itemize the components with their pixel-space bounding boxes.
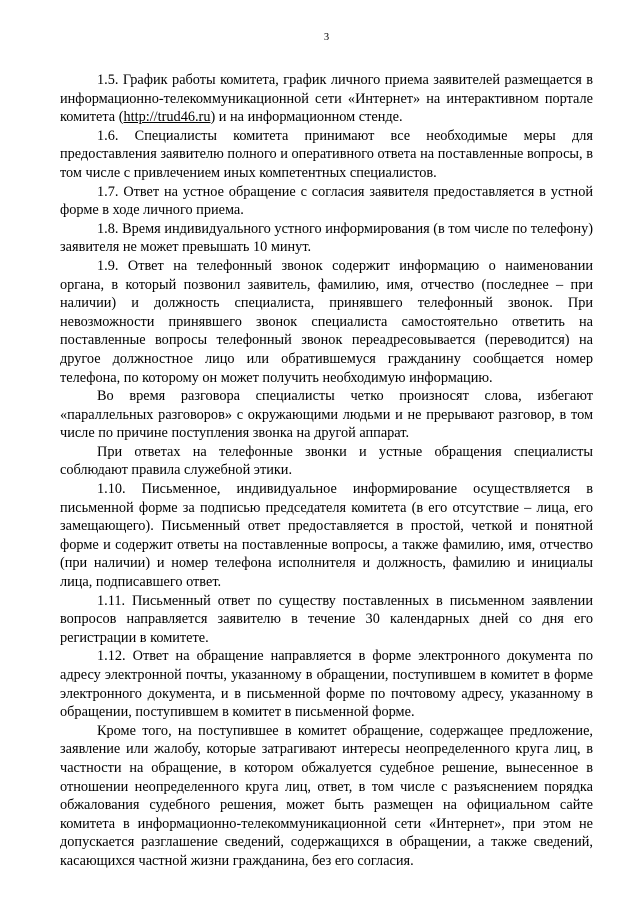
- paragraph-conversation-rules: Во время разговора специалисты четко произносят слова, избегают «параллельных разговоров» с окружающими людьми и не прерывают разговор, в том числе по причине поступления звонка на другой аппарат.: [60, 388, 593, 442]
- paragraph-1-7: 1.7. Ответ на устное обращение с согласия заявителя предоставляется в устной форме в ходе личного приема.: [60, 183, 593, 219]
- paragraph-1-5-text-start: 1.5. График работы комитета, график личного приема заявителей размещается в информационно-телекоммуникационной сети «Интернет» на интерактивном портале комитета (: [60, 72, 593, 126]
- paragraph-service-ethics: При ответах на телефонные звонки и устные обращения специалисты соблюдают правила служебной этики.: [60, 443, 593, 479]
- document-page: [60, 32, 593, 871]
- paragraph-1-6: 1.6. Специалисты комитета принимают все необходимые меры для предоставления заявителю полного и оперативного ответа на поставленные вопросы, в том числе с привлечением иных компетентных специалистов.: [60, 127, 593, 181]
- paragraph-1-10: 1.10. Письменное, индивидуальное информирование осуществляется в письменной форме за подписью председателя комитета (в его отсутствие – лица, его замещающего). Письменный ответ предоставляется в простой, четкой и понятной форме и содержит ответы на поставленные вопросы, а также фамилию, имя, отчество (при наличии) и номер телефона исполнителя и должность, фамилию и инициалы лица, подписавшего ответ.: [60, 481, 593, 591]
- paragraph-1-9: 1.9. Ответ на телефонный звонок содержит информацию о наименовании органа, в который позвонил заявитель, фамилию, имя, отчество (последнее – при наличии) и должность специалиста, принявшего телефонный звонок. При невозможности принявшего звонок специалиста самостоятельно ответить на поставленные вопросы телефонный звонок переадресовывается (переводится) на другое должностное лицо или обратившемуся гражданину сообщается номер телефона, по которому он может получить необходимую информацию.: [60, 257, 593, 386]
- paragraph-1-12: 1.12. Ответ на обращение направляется в форме электронного документа по адресу электронной почты, указанному в обращении, поступившем в комитет в форме электронного документа, и в письменной форме по почтовому адресу, указанному в обращении, поступившем в комитет в письменной форме.: [60, 648, 593, 721]
- page-number: 3: [323, 32, 330, 43]
- paragraph-1-11: 1.11. Письменный ответ по существу поставленных в письменном заявлении вопросов направляется заявителю в течение 30 календарных дней со дня его регистрации в комитете.: [60, 592, 593, 646]
- paragraph-1-5-text-end: ) и на информационном стенде.: [210, 109, 403, 126]
- paragraph-1-5: [60, 71, 593, 127]
- portal-link[interactable]: http://trud46.ru: [123, 109, 211, 126]
- paragraph-1-8: 1.8. Время индивидуального устного информирования (в том числе по телефону) заявителя не может превышать 10 минут.: [60, 220, 593, 256]
- paragraph-public-answer: Кроме того, на поступившее в комитет обращение, содержащее предложение, заявление или жалобу, которые затрагивают интересы неопределенного круга лиц, в частности на обращение, в котором обжалуется судебное решение, вынесенное в отношении неопределенного круга лиц, ответ, в том числе с разъяснением порядка обжалования судебного решения, может быть размещен на официальном сайте комитета в информационно-телекоммуникационной сети «Интернет», при этом не допускается разглашение сведений, содержащихся в обращении, а также сведений, касающихся частной жизни гражданина, без его согласия.: [60, 722, 593, 869]
